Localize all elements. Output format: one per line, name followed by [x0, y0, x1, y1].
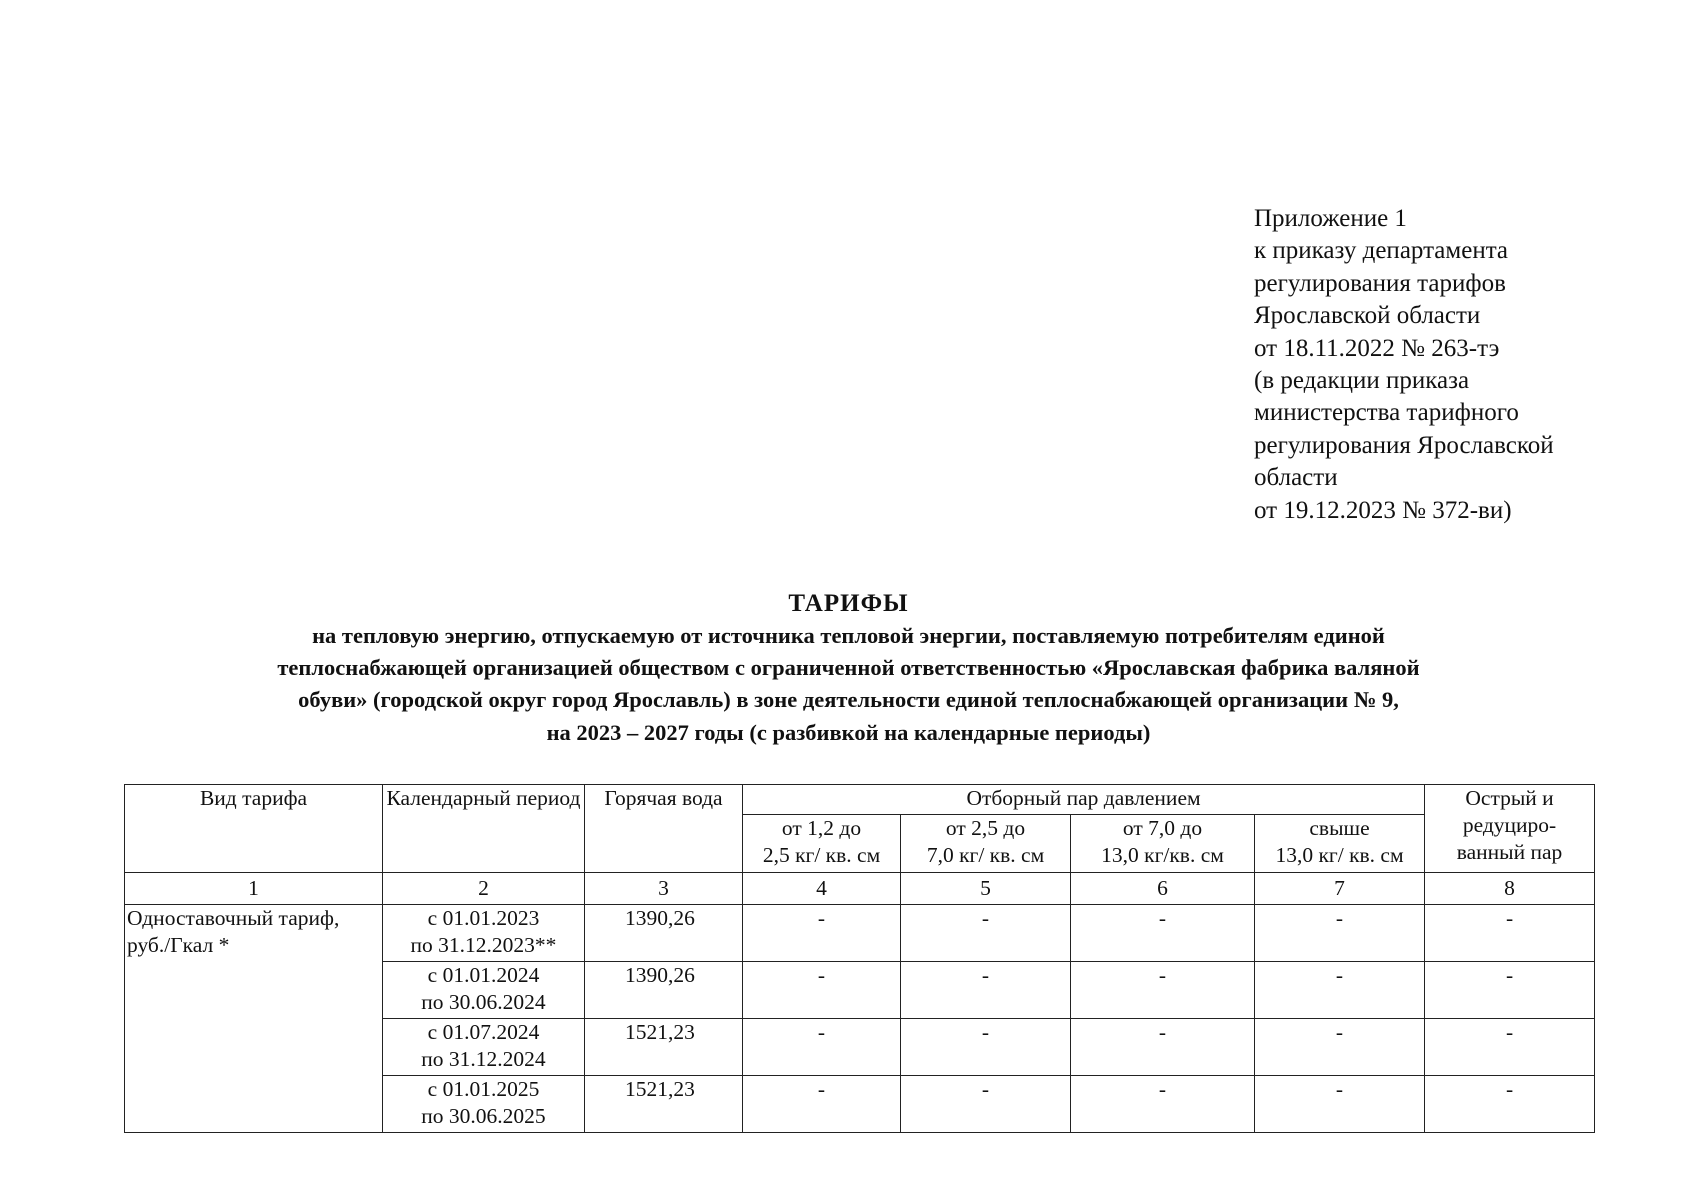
header-steam-2: от 2,5 до 7,0 кг/ кв. см [901, 815, 1071, 873]
appendix-line: к приказу департамента [1254, 237, 1509, 265]
column-number: 3 [585, 873, 743, 905]
appendix-block [1254, 203, 1654, 527]
sharp-steam-value: - [1425, 905, 1595, 962]
sharp-steam-value: - [1425, 1076, 1595, 1133]
heading-line: на 2023 – 2027 годы (с разбивкой на календарные периоды) [546, 719, 1151, 745]
header-steam-3: от 7,0 до 13,0 кг/кв. см [1071, 815, 1255, 873]
tariff-label: Одноставочный тариф, руб./Гкал * [125, 905, 383, 1133]
column-number: 8 [1425, 873, 1595, 905]
heading-line: обуви» (городской округ город Ярославль) в зоне деятельности единой теплоснабжающей организации № 9, [298, 687, 1399, 713]
period-cell: с 01.01.2024 по 30.06.2024 [383, 962, 585, 1019]
hot-water-value: 1390,26 [585, 905, 743, 962]
header-steam-1: от 1,2 до 2,5 кг/ кв. см [743, 815, 901, 873]
header-period: Календарный период [383, 785, 585, 873]
tariff-table [124, 784, 1595, 1133]
header-steam-4: свыше 13,0 кг/ кв. см [1255, 815, 1425, 873]
steam-1-value: - [743, 905, 901, 962]
heading-line: теплоснабжающей организацией обществом с ограниченной ответственностью «Ярославская фабрика валяной [277, 655, 1420, 681]
steam-2-value: - [901, 1019, 1071, 1076]
steam-4-value: - [1255, 1076, 1425, 1133]
hot-water-value: 1390,26 [585, 962, 743, 1019]
appendix-line: регулирования тарифов [1254, 269, 1506, 297]
header-hot-water: Горячая вода [585, 785, 743, 873]
steam-1-value: - [743, 1076, 901, 1133]
appendix-line: (в редакции приказа [1254, 367, 1470, 395]
steam-3-value: - [1071, 1076, 1255, 1133]
period-cell: с 01.01.2023 по 31.12.2023** [383, 905, 585, 962]
column-number-row [125, 873, 1595, 905]
appendix-line: министерства тарифного [1254, 399, 1519, 427]
header-sharp-steam: Острый и редуциро- ванный пар [1425, 785, 1595, 873]
appendix-line: Ярославской области [1254, 302, 1481, 330]
column-number: 7 [1255, 873, 1425, 905]
steam-4-value: - [1255, 905, 1425, 962]
header-steam-group: Отборный пар давлением [743, 785, 1425, 815]
document-title: ТАРИФЫ [788, 590, 909, 617]
column-number: 2 [383, 873, 585, 905]
appendix-line: от 19.12.2023 № 372-ви) [1254, 496, 1512, 524]
steam-2-value: - [901, 962, 1071, 1019]
period-cell: с 01.01.2025 по 30.06.2025 [383, 1076, 585, 1133]
heading-line: на тепловую энергию, отпускаемую от источника тепловой энергии, поставляемую потребителям единой [312, 623, 1385, 648]
column-number: 6 [1071, 873, 1255, 905]
appendix-line: от 18.11.2022 № 263-тэ [1254, 334, 1500, 362]
column-number: 5 [901, 873, 1071, 905]
steam-1-value: - [743, 962, 901, 1019]
column-number: 1 [125, 873, 383, 905]
appendix-line: Приложение 1 [1254, 205, 1407, 232]
hot-water-value: 1521,23 [585, 1076, 743, 1133]
sharp-steam-value: - [1425, 962, 1595, 1019]
appendix-line: регулирования Ярославской [1254, 431, 1554, 459]
steam-1-value: - [743, 1019, 901, 1076]
period-cell: с 01.07.2024 по 31.12.2024 [383, 1019, 585, 1076]
sharp-steam-value: - [1425, 1019, 1595, 1076]
column-number: 4 [743, 873, 901, 905]
steam-3-value: - [1071, 1019, 1255, 1076]
steam-2-value: - [901, 905, 1071, 962]
document-heading [0, 588, 1697, 749]
steam-4-value: - [1255, 1019, 1425, 1076]
hot-water-value: 1521,23 [585, 1019, 743, 1076]
steam-3-value: - [1071, 962, 1255, 1019]
steam-4-value: - [1255, 962, 1425, 1019]
header-tariff-type: Вид тарифа [125, 785, 383, 873]
appendix-line: области [1254, 464, 1338, 492]
table-row [125, 905, 1595, 962]
steam-3-value: - [1071, 905, 1255, 962]
steam-2-value: - [901, 1076, 1071, 1133]
